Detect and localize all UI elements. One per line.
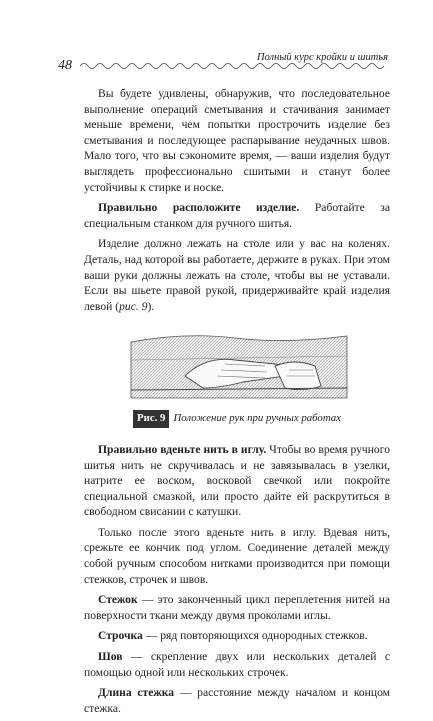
definition-line: Строчка — ряд повторяющихся однородных стежков. [98, 629, 368, 643]
paragraph-position: Правильно расположите изделие. Работайте за специальным станком для ручного шитья. [84, 201, 391, 230]
definition-stitch-length: Длина стежка — расстояние между началом и концом стежка. [84, 686, 390, 715]
page-header [58, 52, 390, 82]
hands-on-table-illustration [125, 326, 350, 404]
paragraph-hands: Изделие должно лежать на столе или у вас на коленях. Деталь, над которой вы работаете, держите в руках. При этом ваши руки должны лежать на столе, чтобы вы не уставали. Если вы шьете правой рукой, придерживайте край изделия левой (рис. 9). [84, 237, 390, 313]
figure-caption-text: Положение рук при ручных работах [173, 412, 341, 425]
figure-caption [84, 410, 390, 428]
figure-label: Рис. 9 [133, 410, 169, 428]
page-number: 48 [58, 58, 72, 73]
running-title: Полный курс кройки и шитья [256, 52, 388, 63]
page-body [84, 86, 390, 721]
definition-seam: Шов — скрепление двух или нескольких деталей с помощью одной или нескольких строчек. [84, 650, 390, 679]
figure-hands [125, 326, 350, 404]
paragraph-needle: Только после этого вденьте нить в иглу. Вдевая нить, срежьте ее кончик под углом. Соединение деталей между собой ручным способом нитками производится при помощи стежков, строчек и швов. [84, 525, 390, 586]
paragraph-intro: Вы будете удивлены, обнаружив, что последовательное выполнение операций сметывания и стачивания занимает меньше времени, чем попытки прострочить изделие без сметывания и последующее распарывание неудачных швов. Мало того, что вы сэкономите время, — ваши изделия будут выглядеть профессионально сшитыми и станут более устойчивы к стирке и носке. [84, 87, 390, 194]
definition-stitch: Стежок — это законченный цикл переплетения нитей на поверхности ткани между двумя проколами иглы. [84, 593, 390, 622]
paragraph-thread: Правильно вденьте нить в иглу. Чтобы во время ручного шитья нить не скручивалась и не завязывалась в узелки, натрите ее воском, восковой свечкой или покройте специальной смазкой, или просто дайте ей раскрутиться в свободном свисании с катушки. [84, 442, 390, 519]
